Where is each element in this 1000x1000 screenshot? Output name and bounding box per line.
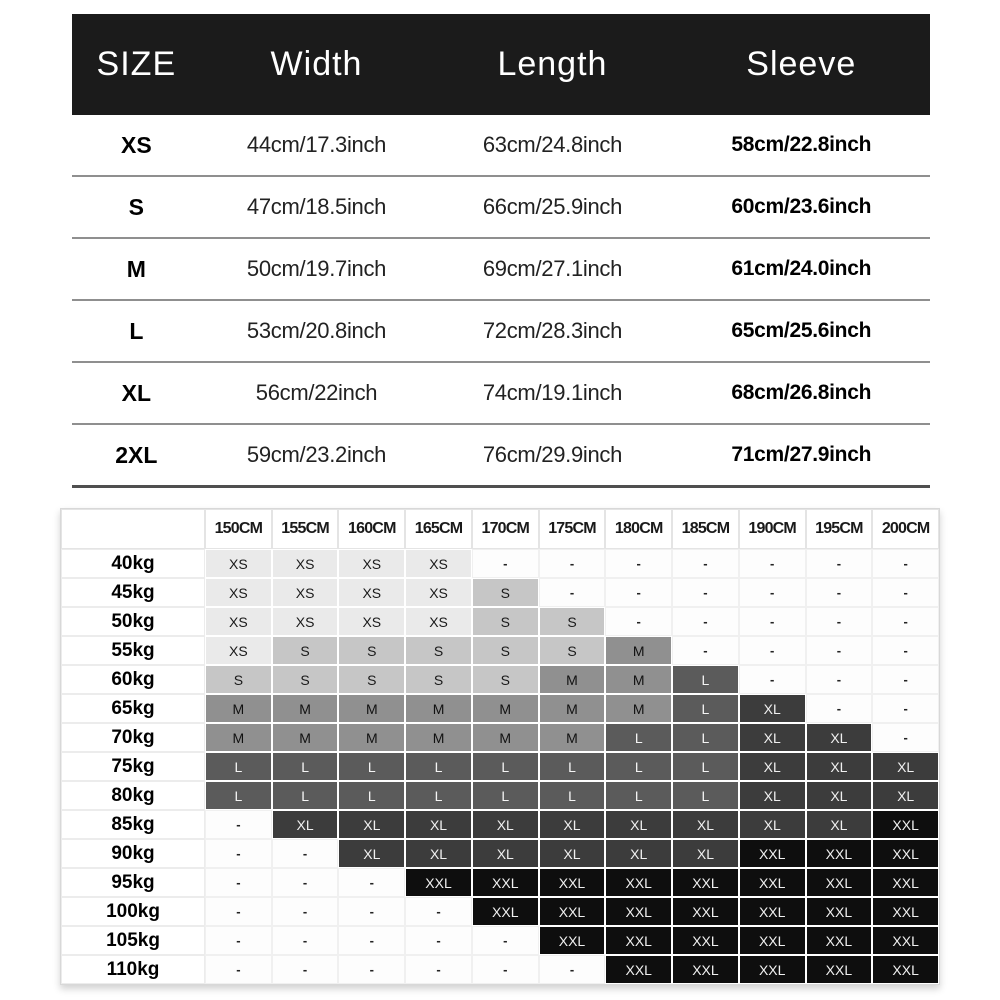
fit-cell-size: XL xyxy=(672,810,739,839)
fit-cell-size: L xyxy=(672,665,739,694)
size-measurement-table xyxy=(72,14,930,488)
fit-cell-size: S xyxy=(472,636,539,665)
fit-cell-size: XS xyxy=(272,578,339,607)
fit-cell-size: XXL xyxy=(806,868,873,897)
fit-cell-size: L xyxy=(672,723,739,752)
size-row-xl xyxy=(72,363,930,425)
fit-cell-empty: - xyxy=(872,636,939,665)
weight-row-label: 60kg xyxy=(61,665,205,694)
fit-cell-size: M xyxy=(338,694,405,723)
size-row-2xl xyxy=(72,425,930,488)
height-column-header: 155CM xyxy=(272,509,339,549)
width-value-cell: 50cm/19.7inch xyxy=(246,256,387,281)
fit-cell-size: L xyxy=(205,781,272,810)
column-header-length: Length xyxy=(497,45,608,83)
fit-cell-size: XXL xyxy=(739,897,806,926)
fit-cell-size: XS xyxy=(205,549,272,578)
weight-row-label: 100kg xyxy=(61,897,205,926)
size-name-cell: S xyxy=(128,193,145,220)
fit-cell-empty: - xyxy=(205,868,272,897)
fit-cell-size: S xyxy=(272,665,339,694)
fit-cell-size: XL xyxy=(739,752,806,781)
length-value-cell: 66cm/25.9inch xyxy=(482,194,623,219)
fit-cell-size: L xyxy=(539,781,606,810)
fit-cell-size: M xyxy=(405,723,472,752)
size-name-cell: XS xyxy=(121,131,152,158)
fit-cell-size: XXL xyxy=(405,868,472,897)
weight-row-label: 105kg xyxy=(61,926,205,955)
fit-cell-empty: - xyxy=(672,607,739,636)
fit-cell-empty: - xyxy=(205,955,272,984)
fit-cell-size: S xyxy=(472,665,539,694)
fit-cell-empty: - xyxy=(205,839,272,868)
fit-cell-empty: - xyxy=(872,723,939,752)
fit-cell-size: XL xyxy=(472,810,539,839)
fit-cell-size: XL xyxy=(739,723,806,752)
fit-cell-empty: - xyxy=(806,578,873,607)
fit-cell-size: XL xyxy=(272,810,339,839)
fit-cell-empty: - xyxy=(338,955,405,984)
fit-cell-size: XL xyxy=(806,752,873,781)
fit-cell-size: XL xyxy=(806,810,873,839)
fit-cell-size: S xyxy=(472,607,539,636)
weight-row-label: 75kg xyxy=(61,752,205,781)
fit-cell-empty: - xyxy=(272,955,339,984)
fit-cell-size: XXL xyxy=(872,926,939,955)
fit-cell-empty: - xyxy=(672,636,739,665)
fit-cell-size: XS xyxy=(272,549,339,578)
length-value-cell: 72cm/28.3inch xyxy=(482,318,623,343)
fit-cell-size: L xyxy=(672,694,739,723)
sleeve-value-cell: 61cm/24.0inch xyxy=(731,257,872,280)
height-column-header: 175CM xyxy=(539,509,606,549)
fit-cell-size: L xyxy=(605,723,672,752)
fit-cell-size: XS xyxy=(338,578,405,607)
fit-cell-size: M xyxy=(539,665,606,694)
fit-cell-empty: - xyxy=(338,897,405,926)
sleeve-value-cell: 71cm/27.9inch xyxy=(731,443,872,466)
fit-cell-size: XXL xyxy=(872,810,939,839)
fit-cell-empty: - xyxy=(806,665,873,694)
fit-cell-empty: - xyxy=(472,549,539,578)
fit-cell-size: S xyxy=(405,636,472,665)
fit-cell-size: XS xyxy=(205,636,272,665)
fit-cell-size: M xyxy=(539,694,606,723)
fit-cell-size: XS xyxy=(405,549,472,578)
fit-cell-empty: - xyxy=(405,955,472,984)
fit-cell-size: L xyxy=(338,781,405,810)
fit-cell-size: XS xyxy=(338,607,405,636)
fit-cell-empty: - xyxy=(272,868,339,897)
fit-cell-empty: - xyxy=(205,810,272,839)
height-column-header: 190CM xyxy=(739,509,806,549)
size-table-header-bar xyxy=(72,14,930,115)
fit-cell-size: L xyxy=(605,781,672,810)
fit-cell-size: XXL xyxy=(872,839,939,868)
fit-cell-empty: - xyxy=(539,955,606,984)
fit-cell-size: XL xyxy=(672,839,739,868)
fit-cell-empty: - xyxy=(806,607,873,636)
height-column-header: 200CM xyxy=(872,509,939,549)
fit-cell-size: XXL xyxy=(739,926,806,955)
weight-row-label: 95kg xyxy=(61,868,205,897)
fit-cell-size: XL xyxy=(739,694,806,723)
weight-row-label: 85kg xyxy=(61,810,205,839)
fit-cell-size: XL xyxy=(872,781,939,810)
height-column-header: 160CM xyxy=(338,509,405,549)
fit-cell-empty: - xyxy=(806,636,873,665)
fit-cell-size: L xyxy=(338,752,405,781)
fit-cell-size: XL xyxy=(405,839,472,868)
height-column-header: 170CM xyxy=(472,509,539,549)
fit-cell-size: XXL xyxy=(539,868,606,897)
fit-cell-empty: - xyxy=(872,578,939,607)
fit-cell-size: XXL xyxy=(605,926,672,955)
fit-cell-size: M xyxy=(472,723,539,752)
fit-cell-size: M xyxy=(605,665,672,694)
fit-cell-size: M xyxy=(205,694,272,723)
fit-cell-size: XXL xyxy=(605,955,672,984)
fit-cell-size: M xyxy=(338,723,405,752)
fit-cell-size: L xyxy=(539,752,606,781)
fit-cell-size: XS xyxy=(272,607,339,636)
fit-cell-size: XL xyxy=(872,752,939,781)
fit-cell-size: XXL xyxy=(605,868,672,897)
fit-cell-size: XS xyxy=(405,607,472,636)
length-value-cell: 74cm/19.1inch xyxy=(482,380,623,405)
fit-cell-size: L xyxy=(472,781,539,810)
size-name-cell: L xyxy=(129,317,144,344)
fit-cell-size: S xyxy=(472,578,539,607)
fit-cell-size: XXL xyxy=(739,955,806,984)
fit-cell-empty: - xyxy=(872,549,939,578)
fit-cell-empty: - xyxy=(405,926,472,955)
fit-table-corner-cell xyxy=(61,509,205,549)
fit-cell-size: M xyxy=(405,694,472,723)
fit-cell-size: S xyxy=(539,607,606,636)
weight-row-label: 90kg xyxy=(61,839,205,868)
fit-cell-size: XXL xyxy=(605,897,672,926)
width-value-cell: 44cm/17.3inch xyxy=(246,132,387,157)
fit-cell-size: S xyxy=(205,665,272,694)
fit-cell-empty: - xyxy=(405,897,472,926)
fit-cell-size: XS xyxy=(405,578,472,607)
fit-cell-empty: - xyxy=(739,665,806,694)
fit-cell-size: M xyxy=(605,636,672,665)
size-name-cell: XL xyxy=(121,379,152,406)
fit-cell-size: XXL xyxy=(872,897,939,926)
fit-cell-size: XXL xyxy=(806,839,873,868)
fit-cell-empty: - xyxy=(605,607,672,636)
fit-cell-size: XXL xyxy=(539,926,606,955)
fit-cell-size: XXL xyxy=(872,955,939,984)
sleeve-value-cell: 58cm/22.8inch xyxy=(731,133,872,156)
height-column-header: 185CM xyxy=(672,509,739,549)
fit-cell-size: XL xyxy=(605,810,672,839)
width-value-cell: 53cm/20.8inch xyxy=(246,318,387,343)
fit-cell-empty: - xyxy=(205,897,272,926)
fit-cell-empty: - xyxy=(539,549,606,578)
fit-cell-empty: - xyxy=(672,578,739,607)
fit-cell-size: L xyxy=(472,752,539,781)
fit-cell-size: L xyxy=(672,752,739,781)
height-weight-fit-table xyxy=(60,508,940,985)
weight-row-label: 40kg xyxy=(61,549,205,578)
fit-cell-size: XL xyxy=(539,839,606,868)
fit-cell-empty: - xyxy=(872,665,939,694)
fit-cell-empty: - xyxy=(338,926,405,955)
fit-cell-size: XXL xyxy=(672,955,739,984)
fit-cell-empty: - xyxy=(272,839,339,868)
size-name-cell: M xyxy=(126,255,146,282)
fit-cell-empty: - xyxy=(739,549,806,578)
fit-cell-size: XXL xyxy=(806,926,873,955)
height-column-header: 165CM xyxy=(405,509,472,549)
fit-cell-size: XS xyxy=(205,578,272,607)
fit-cell-size: S xyxy=(338,665,405,694)
weight-row-label: 70kg xyxy=(61,723,205,752)
column-header-width: Width xyxy=(270,45,363,83)
fit-cell-empty: - xyxy=(872,694,939,723)
fit-cell-size: XL xyxy=(338,810,405,839)
height-column-header: 195CM xyxy=(806,509,873,549)
fit-cell-size: M xyxy=(605,694,672,723)
fit-cell-empty: - xyxy=(472,926,539,955)
size-row-l xyxy=(72,301,930,363)
fit-cell-size: XL xyxy=(605,839,672,868)
size-row-xs xyxy=(72,115,930,177)
fit-cell-size: XXL xyxy=(739,839,806,868)
fit-cell-empty: - xyxy=(672,549,739,578)
fit-cell-size: S xyxy=(405,665,472,694)
fit-cell-size: XXL xyxy=(672,897,739,926)
fit-cell-size: XL xyxy=(806,781,873,810)
fit-cell-size: L xyxy=(405,781,472,810)
weight-row-label: 55kg xyxy=(61,636,205,665)
size-table-body xyxy=(72,115,930,488)
length-value-cell: 76cm/29.9inch xyxy=(482,442,623,467)
weight-row-label: 110kg xyxy=(61,955,205,984)
fit-cell-size: S xyxy=(272,636,339,665)
height-column-header: 150CM xyxy=(205,509,272,549)
fit-cell-empty: - xyxy=(739,636,806,665)
fit-cell-size: S xyxy=(539,636,606,665)
fit-cell-empty: - xyxy=(539,578,606,607)
size-row-m xyxy=(72,239,930,301)
fit-cell-size: XL xyxy=(739,781,806,810)
fit-cell-empty: - xyxy=(806,694,873,723)
fit-cell-empty: - xyxy=(605,549,672,578)
width-value-cell: 47cm/18.5inch xyxy=(246,194,387,219)
fit-cell-size: XS xyxy=(205,607,272,636)
fit-cell-empty: - xyxy=(872,607,939,636)
fit-cell-size: M xyxy=(272,694,339,723)
fit-matrix-grid xyxy=(61,509,939,984)
fit-cell-size: M xyxy=(539,723,606,752)
fit-cell-size: XXL xyxy=(806,955,873,984)
weight-row-label: 80kg xyxy=(61,781,205,810)
fit-cell-empty: - xyxy=(806,549,873,578)
fit-cell-size: M xyxy=(472,694,539,723)
fit-cell-size: XL xyxy=(806,723,873,752)
fit-cell-size: XXL xyxy=(739,868,806,897)
length-value-cell: 69cm/27.1inch xyxy=(482,256,623,281)
fit-cell-size: XXL xyxy=(472,897,539,926)
fit-cell-size: L xyxy=(605,752,672,781)
fit-cell-size: XXL xyxy=(472,868,539,897)
fit-cell-size: XXL xyxy=(872,868,939,897)
fit-cell-size: XS xyxy=(338,549,405,578)
sleeve-value-cell: 65cm/25.6inch xyxy=(731,319,872,342)
fit-cell-size: M xyxy=(272,723,339,752)
width-value-cell: 56cm/22inch xyxy=(255,380,378,405)
fit-cell-empty: - xyxy=(205,926,272,955)
fit-cell-empty: - xyxy=(272,926,339,955)
fit-cell-size: XXL xyxy=(672,926,739,955)
sleeve-value-cell: 68cm/26.8inch xyxy=(731,381,872,404)
fit-cell-size: L xyxy=(205,752,272,781)
weight-row-label: 50kg xyxy=(61,607,205,636)
fit-cell-empty: - xyxy=(338,868,405,897)
fit-cell-empty: - xyxy=(739,607,806,636)
size-name-cell: 2XL xyxy=(115,441,158,468)
fit-cell-size: XXL xyxy=(672,868,739,897)
fit-cell-size: L xyxy=(672,781,739,810)
sleeve-value-cell: 60cm/23.6inch xyxy=(731,195,872,218)
fit-cell-size: S xyxy=(338,636,405,665)
size-row-s xyxy=(72,177,930,239)
fit-cell-size: L xyxy=(272,781,339,810)
height-column-header: 180CM xyxy=(605,509,672,549)
weight-row-label: 45kg xyxy=(61,578,205,607)
fit-cell-empty: - xyxy=(739,578,806,607)
fit-cell-size: XL xyxy=(472,839,539,868)
fit-cell-size: XL xyxy=(539,810,606,839)
fit-cell-size: XL xyxy=(739,810,806,839)
fit-cell-size: L xyxy=(405,752,472,781)
fit-cell-size: L xyxy=(272,752,339,781)
column-header-sleeve: Sleeve xyxy=(746,45,857,83)
fit-cell-size: XXL xyxy=(806,897,873,926)
column-header-size: SIZE xyxy=(96,45,177,83)
fit-cell-size: M xyxy=(205,723,272,752)
length-value-cell: 63cm/24.8inch xyxy=(482,132,623,157)
width-value-cell: 59cm/23.2inch xyxy=(246,442,387,467)
fit-cell-size: XL xyxy=(338,839,405,868)
fit-cell-size: XL xyxy=(405,810,472,839)
fit-cell-empty: - xyxy=(272,897,339,926)
weight-row-label: 65kg xyxy=(61,694,205,723)
fit-cell-size: XXL xyxy=(539,897,606,926)
fit-cell-empty: - xyxy=(605,578,672,607)
fit-cell-empty: - xyxy=(472,955,539,984)
